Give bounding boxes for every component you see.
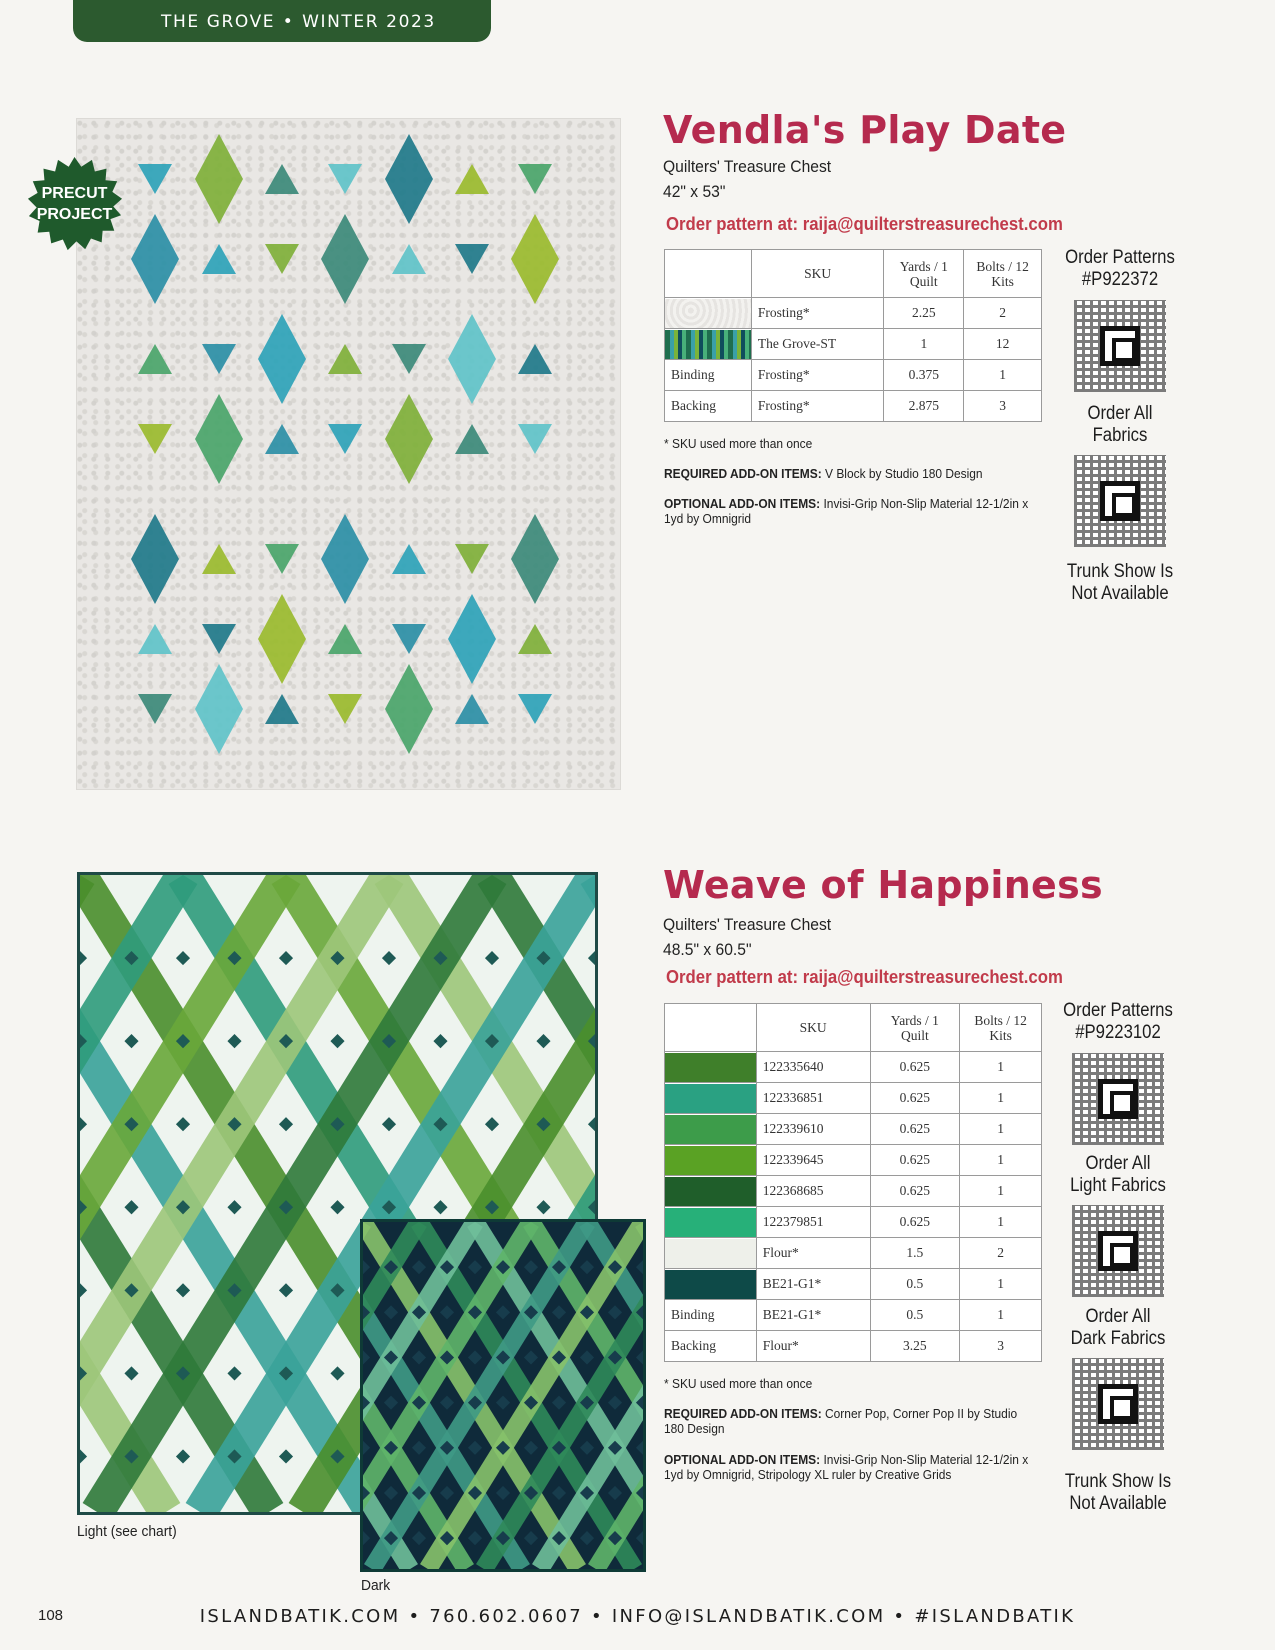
fabric-swatch-cell [665, 1052, 757, 1083]
yards-per-quilt: 2.25 [884, 298, 964, 329]
quilt-patch [258, 594, 306, 684]
quilt-patch [202, 244, 236, 274]
quilt-patch [392, 244, 426, 274]
dark-quilt-caption: Dark [361, 1577, 391, 1594]
required-text: Corner Pop, Corner Pop II by Studio 180 Design [664, 1406, 1018, 1436]
fabric-sku: Frosting* [751, 360, 884, 391]
required-label: REQUIRED ADD-ON ITEMS: [664, 1406, 822, 1421]
bolts-per-kits: 3 [964, 391, 1042, 422]
quilt-patch [131, 214, 179, 304]
table-row [665, 1052, 1042, 1083]
order-all-fabrics-label [1060, 403, 1180, 447]
header-tab [73, 0, 491, 42]
optional-label: OPTIONAL ADD-ON ITEMS: [664, 1452, 821, 1467]
qr-finder-pattern [1100, 326, 1140, 366]
table-header-bolts: Bolts / 12 Kits [964, 250, 1042, 298]
badge-line-1: PRECUT [41, 185, 108, 202]
bolts-per-kits: 1 [960, 1114, 1042, 1145]
quilt-patch [265, 244, 299, 274]
quilt-patch [455, 544, 489, 574]
fabric-swatch-cell [665, 1145, 757, 1176]
quilt-size: 42" x 53" [663, 182, 726, 201]
quilt-patch [448, 594, 496, 684]
yards-per-quilt: 1 [884, 329, 964, 360]
quilt-patch [195, 134, 243, 224]
quilt-patch [195, 664, 243, 754]
quilt-patch [385, 664, 433, 754]
fabric-swatch-cell [665, 1176, 757, 1207]
table-row [665, 1176, 1042, 1207]
optional-add-on-items [664, 1452, 1037, 1482]
bolts-per-kits: 1 [960, 1083, 1042, 1114]
yards-per-quilt: 0.625 [870, 1176, 960, 1207]
table-header-sku: SKU [751, 250, 884, 298]
fabric-sku: BE21-G1* [756, 1269, 870, 1300]
fabric-swatch [665, 1146, 756, 1175]
page-number: 108 [38, 1607, 64, 1624]
yards-per-quilt: 0.5 [870, 1269, 960, 1300]
quilt-patch [328, 164, 362, 194]
fabric-swatch [665, 1177, 756, 1206]
table-footnote: * SKU used more than once [664, 436, 813, 451]
designer-name: Quilters' Treasure Chest [663, 157, 832, 176]
diamond-quilt-graphic [77, 119, 622, 791]
fabric-swatch-cell [665, 298, 752, 329]
order-patterns-label-line-1: Order Patterns [1063, 1000, 1173, 1021]
quilt-patch [511, 514, 559, 604]
order-all-label-line-2: Fabrics [1092, 425, 1148, 446]
fabric-sku: 122339610 [756, 1114, 870, 1145]
quilt-patch [195, 394, 243, 484]
fabric-sku: 122379851 [756, 1207, 870, 1238]
trunk-show-line-2: Not Available [1069, 1493, 1167, 1514]
table-row [665, 1207, 1042, 1238]
optional-add-on-items [664, 496, 1037, 526]
order-pattern-email-link[interactable]: Order pattern at: raija@quilterstreasurechest.com [666, 967, 1063, 987]
table-row [665, 1300, 1042, 1331]
order-light-fabrics-qr-code[interactable] [1072, 1205, 1164, 1297]
fabric-sku: BE21-G1* [756, 1300, 870, 1331]
quilt-patch [518, 694, 552, 724]
designer-name: Quilters' Treasure Chest [663, 915, 832, 934]
quilt-patch [202, 544, 236, 574]
table-row [665, 1331, 1042, 1362]
optional-text: Invisi-Grip Non-Slip Material 12-1/2in x 1yd by Omnigrid [664, 496, 1029, 526]
quilt-patch [455, 244, 489, 274]
quilt-patch [202, 624, 236, 654]
fabric-swatch [665, 299, 751, 328]
order-patterns-label [1060, 247, 1180, 291]
order-pattern-email-link[interactable]: Order pattern at: raija@quilterstreasurechest.com [666, 214, 1063, 234]
order-patterns-qr-code[interactable] [1072, 1053, 1164, 1145]
table-row [665, 329, 1042, 360]
badge-line-2: PROJECT [36, 206, 113, 223]
fabric-sku: The Grove-ST [751, 329, 884, 360]
trunk-show-line-2: Not Available [1071, 583, 1169, 604]
fabric-swatch-cell [665, 329, 752, 360]
bolts-per-kits: 2 [960, 1238, 1042, 1269]
table-header-yards: Yards / 1 Quilt [870, 1004, 960, 1052]
optional-text: Invisi-Grip Non-Slip Material 12-1/2in x 1yd by Omnigrid, Stripology XL ruler by Creative Grids [664, 1452, 1029, 1482]
quilt-patch [258, 314, 306, 404]
footer-contact-line: ISLANDBATIK.COM • 760.602.0607 • INFO@ISLANDBATIK.COM • #ISLANDBATIK [199, 1606, 1076, 1627]
order-dark-fabrics-label [1058, 1306, 1178, 1350]
fabric-requirements-table [664, 249, 1042, 422]
quilt-patch [328, 424, 362, 454]
table-header-yards: Yards / 1 Quilt [884, 250, 964, 298]
fabric-sku: Frosting* [751, 298, 884, 329]
qr-finder-pattern [1100, 481, 1140, 521]
fabric-swatch [665, 1270, 756, 1299]
lattice-quilt-dark-graphic [363, 1222, 643, 1569]
order-dark-label-line-2: Dark Fabrics [1070, 1328, 1166, 1349]
vendlas-play-date-quilt-image [76, 118, 621, 790]
quilt-patch [265, 694, 299, 724]
bolts-per-kits: 12 [964, 329, 1042, 360]
order-all-label-line-1: Order All [1087, 403, 1153, 424]
fabric-swatch [665, 1053, 756, 1082]
yards-per-quilt: 2.875 [884, 391, 964, 422]
order-light-label-line-2: Light Fabrics [1070, 1175, 1166, 1196]
order-patterns-label-line-1: Order Patterns [1065, 247, 1175, 268]
quilt-patch [265, 164, 299, 194]
fabric-sku: 122368685 [756, 1176, 870, 1207]
fabric-swatch-cell [665, 1269, 757, 1300]
bolts-per-kits: 1 [960, 1207, 1042, 1238]
order-dark-fabrics-qr-code[interactable] [1072, 1358, 1164, 1450]
quilt-patch [138, 624, 172, 654]
quilt-patch [328, 344, 362, 374]
fabric-swatch-cell [665, 1207, 757, 1238]
bolts-per-kits: 1 [960, 1176, 1042, 1207]
quilt-patch [385, 394, 433, 484]
quilt-patch [328, 694, 362, 724]
row-label: Binding [665, 360, 752, 391]
yards-per-quilt: 0.625 [870, 1207, 960, 1238]
order-light-fabrics-label [1058, 1153, 1178, 1197]
bolts-per-kits: 1 [960, 1300, 1042, 1331]
project-title: Vendla's Play Date [663, 108, 1067, 152]
quilt-patch [265, 544, 299, 574]
fabric-sku: Flour* [756, 1238, 870, 1269]
table-header-bolts: Bolts / 12 Kits [960, 1004, 1042, 1052]
fabric-sku: 122336851 [756, 1083, 870, 1114]
table-row [665, 360, 1042, 391]
weave-of-happiness-dark-quilt-image [360, 1219, 646, 1572]
order-light-label-line-1: Order All [1085, 1153, 1151, 1174]
trunk-show-label [1060, 561, 1180, 605]
fabric-swatch [665, 1208, 756, 1237]
quilt-patch [138, 424, 172, 454]
quilt-patch [518, 624, 552, 654]
yards-per-quilt: 0.625 [870, 1145, 960, 1176]
fabric-swatch [665, 1115, 756, 1144]
trunk-show-label [1058, 1471, 1178, 1515]
table-footnote: * SKU used more than once [664, 1376, 813, 1391]
order-patterns-label-line-2: #P9223102 [1075, 1022, 1161, 1043]
yards-per-quilt: 3.25 [870, 1331, 960, 1362]
bolts-per-kits: 2 [964, 298, 1042, 329]
bolts-per-kits: 1 [964, 360, 1042, 391]
quilt-patch [138, 694, 172, 724]
qr-finder-pattern [1098, 1231, 1138, 1271]
order-all-fabrics-qr-code[interactable] [1074, 455, 1166, 547]
table-header-blank [665, 1004, 757, 1052]
bolts-per-kits: 1 [960, 1145, 1042, 1176]
quilt-patch [321, 514, 369, 604]
table-row [665, 1114, 1042, 1145]
quilt-patch [455, 424, 489, 454]
quilt-patch [448, 314, 496, 404]
row-label: Binding [665, 1300, 757, 1331]
fabric-swatch [665, 330, 751, 359]
quilt-patch [202, 344, 236, 374]
quilt-patch [385, 134, 433, 224]
required-label: REQUIRED ADD-ON ITEMS: [664, 466, 822, 481]
row-label: Backing [665, 391, 752, 422]
table-row [665, 1238, 1042, 1269]
quilt-patch [511, 214, 559, 304]
table-header-row [665, 250, 1042, 298]
quilt-patch [131, 514, 179, 604]
fabric-swatch-cell [665, 1083, 757, 1114]
row-label: Backing [665, 1331, 757, 1362]
yards-per-quilt: 0.375 [884, 360, 964, 391]
quilt-patch [518, 424, 552, 454]
quilt-patch [138, 344, 172, 374]
order-dark-label-line-1: Order All [1085, 1306, 1151, 1327]
quilt-patch [392, 544, 426, 574]
fabric-swatch [665, 1239, 756, 1268]
fabric-swatch-cell [665, 1114, 757, 1145]
table-header-sku: SKU [756, 1004, 870, 1052]
quilt-patch [138, 164, 172, 194]
optional-label: OPTIONAL ADD-ON ITEMS: [664, 496, 821, 511]
bolts-per-kits: 1 [960, 1269, 1042, 1300]
yards-per-quilt: 0.5 [870, 1300, 960, 1331]
fabric-sku: Frosting* [751, 391, 884, 422]
trunk-show-line-1: Trunk Show Is [1066, 561, 1174, 582]
quilt-patch [328, 624, 362, 654]
quilt-patch [321, 214, 369, 304]
bolts-per-kits: 3 [960, 1331, 1042, 1362]
table-row [665, 1083, 1042, 1114]
order-patterns-label-line-2: #P922372 [1081, 269, 1159, 290]
table-header-row [665, 1004, 1042, 1052]
quilt-patch [265, 424, 299, 454]
yards-per-quilt: 0.625 [870, 1114, 960, 1145]
yards-per-quilt: 0.625 [870, 1083, 960, 1114]
required-add-on-items [664, 466, 1037, 481]
yards-per-quilt: 1.5 [870, 1238, 960, 1269]
light-quilt-caption: Light (see chart) [77, 1523, 177, 1540]
quilt-patch [392, 344, 426, 374]
quilt-patch [518, 164, 552, 194]
order-patterns-label [1058, 1000, 1178, 1044]
header-separator: • [282, 12, 295, 32]
quilt-patch [392, 624, 426, 654]
fabric-swatch-cell [665, 1238, 757, 1269]
quilt-size: 48.5" x 60.5" [663, 940, 752, 959]
project-title: Weave of Happiness [663, 863, 1103, 907]
publication-name: THE GROVE [161, 12, 276, 32]
precut-project-badge-text [26, 183, 123, 225]
quilt-patch [455, 164, 489, 194]
fabric-swatch [665, 1084, 756, 1113]
fabric-requirements-table [664, 1003, 1042, 1362]
fabric-sku: Flour* [756, 1331, 870, 1362]
fabric-sku: 122339645 [756, 1145, 870, 1176]
table-row [665, 1269, 1042, 1300]
trunk-show-line-1: Trunk Show Is [1064, 1471, 1172, 1492]
required-text: V Block by Studio 180 Design [821, 466, 983, 481]
order-patterns-qr-code[interactable] [1074, 300, 1166, 392]
table-header-blank [665, 250, 752, 298]
qr-finder-pattern [1098, 1384, 1138, 1424]
table-row [665, 391, 1042, 422]
quilt-patch [455, 694, 489, 724]
yards-per-quilt: 0.625 [870, 1052, 960, 1083]
table-row [665, 1145, 1042, 1176]
fabric-sku: 122335640 [756, 1052, 870, 1083]
qr-finder-pattern [1098, 1079, 1138, 1119]
bolts-per-kits: 1 [960, 1052, 1042, 1083]
required-add-on-items [664, 1406, 1037, 1436]
quilt-patch [518, 344, 552, 374]
issue-name: WINTER 2023 [302, 12, 436, 32]
table-row [665, 298, 1042, 329]
